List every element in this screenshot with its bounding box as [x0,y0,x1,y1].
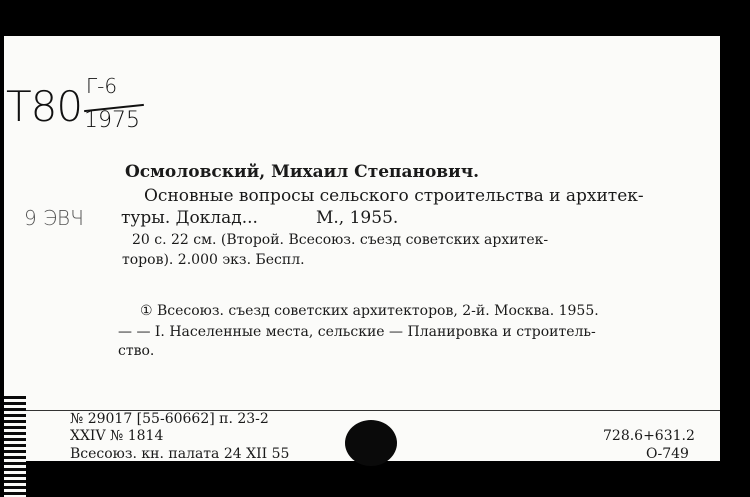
punch-hole [345,420,397,466]
footer-author-mark: О-749 [646,446,689,462]
imprint: М., 1955. [316,208,399,228]
subject-line-3: ство. [118,343,155,359]
footer-classification: 728.6+631.2 [603,428,695,444]
footer-chamber-date: Всесоюз. кн. палата 24 XII 55 [70,446,290,462]
footer-registration: № 29017 [55-60662] п. 23-2 [70,411,269,427]
author-heading: Осмоловский, Михаил Степанович. [125,162,480,182]
collation-line-1: 20 с. 22 см. (Второй. Всесоюз. съезд советских архитек- [132,232,549,248]
footer-volume-number: XXIV № 1814 [70,428,164,444]
scan-border-top [0,0,750,36]
collation-line-2: торов). 2.000 экз. Беспл. [122,252,305,268]
card-edge-marks [4,396,26,497]
pencil-note: 9 ЭВЧ [24,206,84,230]
title-line-2: туры. Доклад... [121,208,258,228]
shelfmark-fraction-bottom: 1975 [84,108,140,133]
subject-line-2: — — I. Населенные места, сельские — Планировка и строитель- [118,324,596,340]
catalog-card [4,36,720,461]
title-line-1: Основные вопросы сельского строительства и архитек- [144,186,644,206]
shelfmark-main: T80 [6,82,83,131]
subject-line-1: ① Всесоюз. съезд советских архитекторов, 2-й. Москва. 1955. [140,303,599,319]
shelfmark-fraction-top: Г-6 [86,74,118,98]
scan-border-right [720,0,750,461]
